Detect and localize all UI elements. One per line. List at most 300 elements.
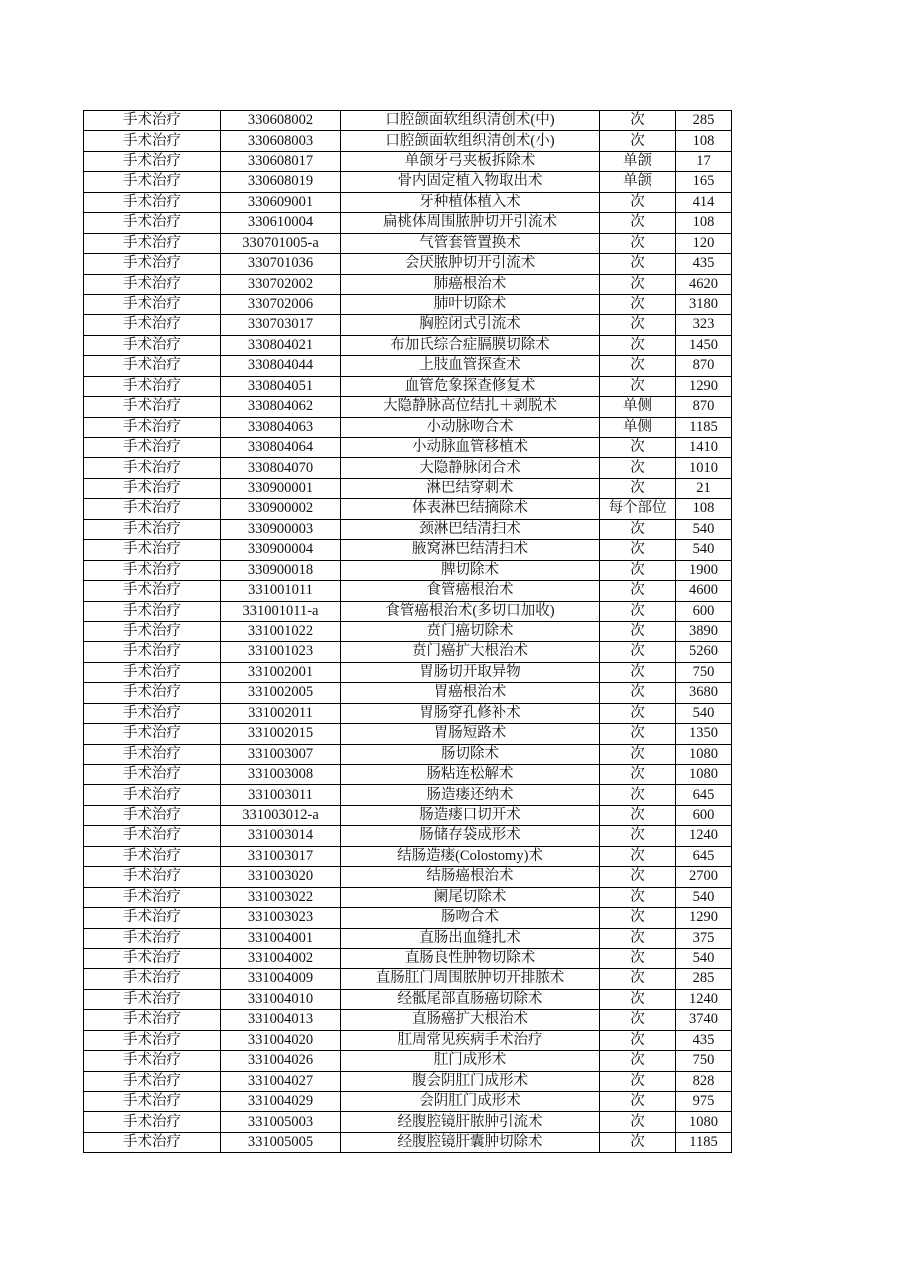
procedure-name-cell: 口腔颌面软组织清创术(小): [341, 131, 600, 151]
unit-cell: 次: [600, 683, 676, 703]
price-cell: 4620: [676, 274, 732, 294]
procedure-name-cell: 血管危象探查修复术: [341, 376, 600, 396]
procedure-name-cell: 骨内固定植入物取出术: [341, 172, 600, 192]
procedure-name-cell: 牙种植体植入术: [341, 192, 600, 212]
unit-cell: 次: [600, 581, 676, 601]
code-cell: 330804063: [221, 417, 341, 437]
category-cell: 手术治疗: [84, 887, 221, 907]
unit-cell: 次: [600, 254, 676, 274]
price-cell: 1290: [676, 376, 732, 396]
category-cell: 手术治疗: [84, 969, 221, 989]
procedure-name-cell: 肠造瘘还纳术: [341, 785, 600, 805]
table-row: [84, 213, 732, 233]
table-row: [84, 948, 732, 968]
code-cell: 331004013: [221, 1010, 341, 1030]
unit-cell: 次: [600, 989, 676, 1009]
price-cell: 1290: [676, 908, 732, 928]
unit-cell: 次: [600, 1030, 676, 1050]
price-cell: 3680: [676, 683, 732, 703]
category-cell: 手术治疗: [84, 662, 221, 682]
unit-cell: 次: [600, 274, 676, 294]
price-cell: 1240: [676, 989, 732, 1009]
code-cell: 330608017: [221, 151, 341, 171]
code-cell: 331004009: [221, 969, 341, 989]
code-cell: 331005003: [221, 1112, 341, 1132]
procedure-name-cell: 经腹腔镜肝脓肿引流术: [341, 1112, 600, 1132]
price-cell: 108: [676, 499, 732, 519]
procedure-name-cell: 肺叶切除术: [341, 294, 600, 314]
price-cell: 375: [676, 928, 732, 948]
code-cell: 330608019: [221, 172, 341, 192]
code-cell: 330609001: [221, 192, 341, 212]
price-cell: 540: [676, 887, 732, 907]
price-cell: 120: [676, 233, 732, 253]
procedure-name-cell: 小动脉血管移植术: [341, 438, 600, 458]
price-cell: 435: [676, 1030, 732, 1050]
table-row: [84, 417, 732, 437]
table-row: [84, 887, 732, 907]
category-cell: 手术治疗: [84, 948, 221, 968]
unit-cell: 次: [600, 765, 676, 785]
procedure-name-cell: 会厌脓肿切开引流术: [341, 254, 600, 274]
procedure-name-cell: 结肠癌根治术: [341, 867, 600, 887]
price-cell: 414: [676, 192, 732, 212]
unit-cell: 次: [600, 785, 676, 805]
table-row: [84, 438, 732, 458]
category-cell: 手术治疗: [84, 1112, 221, 1132]
price-cell: 975: [676, 1092, 732, 1112]
code-cell: 330608002: [221, 111, 341, 131]
unit-cell: 次: [600, 560, 676, 580]
code-cell: 331002005: [221, 683, 341, 703]
procedure-name-cell: 贲门癌扩大根治术: [341, 642, 600, 662]
table-row: [84, 1010, 732, 1030]
code-cell: 330804051: [221, 376, 341, 396]
table-row: [84, 826, 732, 846]
procedure-name-cell: 肠造瘘口切开术: [341, 805, 600, 825]
category-cell: 手术治疗: [84, 785, 221, 805]
category-cell: 手术治疗: [84, 192, 221, 212]
price-table: [83, 110, 732, 1153]
procedure-name-cell: 直肠良性肿物切除术: [341, 948, 600, 968]
table-row: [84, 703, 732, 723]
unit-cell: 次: [600, 846, 676, 866]
table-row: [84, 1030, 732, 1050]
table-row: [84, 1112, 732, 1132]
category-cell: 手术治疗: [84, 111, 221, 131]
table-row: [84, 989, 732, 1009]
table-row: [84, 846, 732, 866]
category-cell: 手术治疗: [84, 499, 221, 519]
code-cell: 330900003: [221, 519, 341, 539]
unit-cell: 次: [600, 376, 676, 396]
procedure-name-cell: 口腔颌面软组织清创术(中): [341, 111, 600, 131]
table-row: [84, 131, 732, 151]
price-cell: 21: [676, 478, 732, 498]
table-row: [84, 233, 732, 253]
price-cell: 2700: [676, 867, 732, 887]
table-row: [84, 744, 732, 764]
category-cell: 手术治疗: [84, 1092, 221, 1112]
code-cell: 330702006: [221, 294, 341, 314]
unit-cell: 次: [600, 908, 676, 928]
table-row: [84, 662, 732, 682]
code-cell: 331004001: [221, 928, 341, 948]
category-cell: 手术治疗: [84, 826, 221, 846]
unit-cell: 每个部位: [600, 499, 676, 519]
table-row: [84, 642, 732, 662]
procedure-name-cell: 胃肠切开取异物: [341, 662, 600, 682]
category-cell: 手术治疗: [84, 458, 221, 478]
procedure-name-cell: 胃肠穿孔修补术: [341, 703, 600, 723]
price-cell: 4600: [676, 581, 732, 601]
price-cell: 750: [676, 662, 732, 682]
price-cell: 5260: [676, 642, 732, 662]
table-row: [84, 315, 732, 335]
table-row: [84, 908, 732, 928]
code-cell: 331004002: [221, 948, 341, 968]
table-row: [84, 356, 732, 376]
code-cell: 330703017: [221, 315, 341, 335]
procedure-name-cell: 阑尾切除术: [341, 887, 600, 907]
category-cell: 手术治疗: [84, 356, 221, 376]
category-cell: 手术治疗: [84, 683, 221, 703]
procedure-name-cell: 腹会阴肛门成形术: [341, 1071, 600, 1091]
procedure-name-cell: 腋窝淋巴结清扫术: [341, 540, 600, 560]
category-cell: 手术治疗: [84, 724, 221, 744]
code-cell: 331001011-a: [221, 601, 341, 621]
price-cell: 1240: [676, 826, 732, 846]
code-cell: 331002011: [221, 703, 341, 723]
code-cell: 331001011: [221, 581, 341, 601]
category-cell: 手术治疗: [84, 151, 221, 171]
code-cell: 330804044: [221, 356, 341, 376]
code-cell: 331003022: [221, 887, 341, 907]
code-cell: 330702002: [221, 274, 341, 294]
code-cell: 330900018: [221, 560, 341, 580]
table-row: [84, 274, 732, 294]
price-cell: 3180: [676, 294, 732, 314]
table-body: [84, 111, 732, 1153]
code-cell: 331003020: [221, 867, 341, 887]
unit-cell: 次: [600, 356, 676, 376]
category-cell: 手术治疗: [84, 519, 221, 539]
category-cell: 手术治疗: [84, 294, 221, 314]
unit-cell: 次: [600, 438, 676, 458]
code-cell: 330804062: [221, 397, 341, 417]
code-cell: 331004029: [221, 1092, 341, 1112]
code-cell: 331003011: [221, 785, 341, 805]
table-row: [84, 581, 732, 601]
price-cell: 323: [676, 315, 732, 335]
unit-cell: 次: [600, 233, 676, 253]
unit-cell: 次: [600, 1071, 676, 1091]
procedure-name-cell: 颈淋巴结清扫术: [341, 519, 600, 539]
price-cell: 1080: [676, 744, 732, 764]
procedure-name-cell: 大隐静脉闭合术: [341, 458, 600, 478]
price-cell: 3890: [676, 621, 732, 641]
code-cell: 331004026: [221, 1051, 341, 1071]
procedure-name-cell: 直肠癌扩大根治术: [341, 1010, 600, 1030]
procedure-name-cell: 肠粘连松解术: [341, 765, 600, 785]
procedure-name-cell: 食管癌根治术(多切口加收): [341, 601, 600, 621]
code-cell: 330608003: [221, 131, 341, 151]
category-cell: 手术治疗: [84, 131, 221, 151]
category-cell: 手术治疗: [84, 1132, 221, 1152]
price-cell: 540: [676, 948, 732, 968]
table-row: [84, 192, 732, 212]
unit-cell: 次: [600, 744, 676, 764]
unit-cell: 单侧: [600, 397, 676, 417]
unit-cell: 次: [600, 928, 676, 948]
unit-cell: 次: [600, 601, 676, 621]
procedure-name-cell: 淋巴结穿刺术: [341, 478, 600, 498]
code-cell: 330900002: [221, 499, 341, 519]
unit-cell: 次: [600, 662, 676, 682]
category-cell: 手术治疗: [84, 560, 221, 580]
code-cell: 330804021: [221, 335, 341, 355]
unit-cell: 次: [600, 1010, 676, 1030]
price-cell: 1900: [676, 560, 732, 580]
table-row: [84, 458, 732, 478]
code-cell: 331005005: [221, 1132, 341, 1152]
price-cell: 600: [676, 805, 732, 825]
table-row: [84, 499, 732, 519]
category-cell: 手术治疗: [84, 601, 221, 621]
category-cell: 手术治疗: [84, 1030, 221, 1050]
price-cell: 1450: [676, 335, 732, 355]
table-row: [84, 172, 732, 192]
procedure-name-cell: 胃癌根治术: [341, 683, 600, 703]
unit-cell: 次: [600, 826, 676, 846]
price-cell: 645: [676, 846, 732, 866]
price-cell: 828: [676, 1071, 732, 1091]
price-cell: 165: [676, 172, 732, 192]
category-cell: 手术治疗: [84, 1010, 221, 1030]
code-cell: 331004020: [221, 1030, 341, 1050]
unit-cell: 次: [600, 621, 676, 641]
category-cell: 手术治疗: [84, 867, 221, 887]
unit-cell: 次: [600, 131, 676, 151]
table-row: [84, 805, 732, 825]
price-cell: 285: [676, 111, 732, 131]
price-cell: 108: [676, 213, 732, 233]
procedure-name-cell: 食管癌根治术: [341, 581, 600, 601]
table-row: [84, 335, 732, 355]
code-cell: 331003023: [221, 908, 341, 928]
price-cell: 870: [676, 397, 732, 417]
price-cell: 540: [676, 540, 732, 560]
price-cell: 645: [676, 785, 732, 805]
price-cell: 750: [676, 1051, 732, 1071]
category-cell: 手术治疗: [84, 376, 221, 396]
price-cell: 1185: [676, 1132, 732, 1152]
price-cell: 1350: [676, 724, 732, 744]
category-cell: 手术治疗: [84, 703, 221, 723]
unit-cell: 次: [600, 1051, 676, 1071]
code-cell: 331003012-a: [221, 805, 341, 825]
code-cell: 331004027: [221, 1071, 341, 1091]
unit-cell: 次: [600, 519, 676, 539]
category-cell: 手术治疗: [84, 315, 221, 335]
price-cell: 17: [676, 151, 732, 171]
category-cell: 手术治疗: [84, 274, 221, 294]
procedure-name-cell: 肛门成形术: [341, 1051, 600, 1071]
price-cell: 600: [676, 601, 732, 621]
unit-cell: 次: [600, 969, 676, 989]
category-cell: 手术治疗: [84, 581, 221, 601]
unit-cell: 单颌: [600, 151, 676, 171]
table-row: [84, 478, 732, 498]
price-cell: 540: [676, 519, 732, 539]
unit-cell: 次: [600, 540, 676, 560]
procedure-name-cell: 肺癌根治术: [341, 274, 600, 294]
table-row: [84, 1071, 732, 1091]
price-cell: 285: [676, 969, 732, 989]
price-cell: 1185: [676, 417, 732, 437]
table-row: [84, 1132, 732, 1152]
unit-cell: 次: [600, 805, 676, 825]
table-row: [84, 765, 732, 785]
price-cell: 1410: [676, 438, 732, 458]
table-row: [84, 254, 732, 274]
category-cell: 手术治疗: [84, 213, 221, 233]
category-cell: 手术治疗: [84, 621, 221, 641]
procedure-name-cell: 布加氏综合症膈膜切除术: [341, 335, 600, 355]
procedure-name-cell: 肠吻合术: [341, 908, 600, 928]
category-cell: 手术治疗: [84, 805, 221, 825]
procedure-name-cell: 会阴肛门成形术: [341, 1092, 600, 1112]
procedure-name-cell: 脾切除术: [341, 560, 600, 580]
category-cell: 手术治疗: [84, 254, 221, 274]
price-cell: 435: [676, 254, 732, 274]
unit-cell: 次: [600, 111, 676, 131]
table-row: [84, 1051, 732, 1071]
category-cell: 手术治疗: [84, 397, 221, 417]
procedure-name-cell: 肛周常见疾病手术治疗: [341, 1030, 600, 1050]
table-row: [84, 1092, 732, 1112]
category-cell: 手术治疗: [84, 172, 221, 192]
unit-cell: 次: [600, 458, 676, 478]
code-cell: 331002001: [221, 662, 341, 682]
code-cell: 331001023: [221, 642, 341, 662]
table-row: [84, 621, 732, 641]
unit-cell: 次: [600, 642, 676, 662]
unit-cell: 次: [600, 867, 676, 887]
procedure-name-cell: 直肠出血缝扎术: [341, 928, 600, 948]
code-cell: 331001022: [221, 621, 341, 641]
unit-cell: 次: [600, 887, 676, 907]
unit-cell: 次: [600, 1132, 676, 1152]
procedure-name-cell: 直肠肛门周围脓肿切开排脓术: [341, 969, 600, 989]
price-cell: 540: [676, 703, 732, 723]
price-cell: 1080: [676, 765, 732, 785]
code-cell: 330701036: [221, 254, 341, 274]
price-cell: 108: [676, 131, 732, 151]
unit-cell: 次: [600, 294, 676, 314]
table-row: [84, 519, 732, 539]
code-cell: 330900004: [221, 540, 341, 560]
unit-cell: 次: [600, 478, 676, 498]
category-cell: 手术治疗: [84, 846, 221, 866]
table-row: [84, 540, 732, 560]
procedure-name-cell: 上肢血管探查术: [341, 356, 600, 376]
procedure-name-cell: 胸腔闭式引流术: [341, 315, 600, 335]
category-cell: 手术治疗: [84, 928, 221, 948]
code-cell: 331003017: [221, 846, 341, 866]
procedure-name-cell: 肠切除术: [341, 744, 600, 764]
category-cell: 手术治疗: [84, 908, 221, 928]
code-cell: 330900001: [221, 478, 341, 498]
table-row: [84, 785, 732, 805]
unit-cell: 次: [600, 213, 676, 233]
code-cell: 330804070: [221, 458, 341, 478]
code-cell: 331002015: [221, 724, 341, 744]
procedure-name-cell: 体表淋巴结摘除术: [341, 499, 600, 519]
procedure-name-cell: 肠储存袋成形术: [341, 826, 600, 846]
procedure-name-cell: 胃肠短路术: [341, 724, 600, 744]
code-cell: 331004010: [221, 989, 341, 1009]
table-row: [84, 928, 732, 948]
category-cell: 手术治疗: [84, 1051, 221, 1071]
category-cell: 手术治疗: [84, 438, 221, 458]
category-cell: 手术治疗: [84, 417, 221, 437]
procedure-name-cell: 结肠造瘘(Colostomy)术: [341, 846, 600, 866]
category-cell: 手术治疗: [84, 744, 221, 764]
table-row: [84, 397, 732, 417]
unit-cell: 次: [600, 1092, 676, 1112]
price-cell: 1010: [676, 458, 732, 478]
table-row: [84, 724, 732, 744]
code-cell: 331003008: [221, 765, 341, 785]
unit-cell: 次: [600, 335, 676, 355]
table-row: [84, 111, 732, 131]
price-cell: 3740: [676, 1010, 732, 1030]
table-row: [84, 969, 732, 989]
table-row: [84, 683, 732, 703]
category-cell: 手术治疗: [84, 335, 221, 355]
table-row: [84, 601, 732, 621]
procedure-name-cell: 单颌牙弓夹板拆除术: [341, 151, 600, 171]
price-table-container: [83, 110, 731, 1153]
table-row: [84, 560, 732, 580]
procedure-name-cell: 扁桃体周围脓肿切开引流术: [341, 213, 600, 233]
category-cell: 手术治疗: [84, 233, 221, 253]
unit-cell: 单侧: [600, 417, 676, 437]
category-cell: 手术治疗: [84, 989, 221, 1009]
code-cell: 330804064: [221, 438, 341, 458]
category-cell: 手术治疗: [84, 642, 221, 662]
unit-cell: 次: [600, 703, 676, 723]
table-row: [84, 151, 732, 171]
code-cell: 331003007: [221, 744, 341, 764]
category-cell: 手术治疗: [84, 1071, 221, 1091]
table-row: [84, 376, 732, 396]
code-cell: 330610004: [221, 213, 341, 233]
price-cell: 1080: [676, 1112, 732, 1132]
procedure-name-cell: 贲门癌切除术: [341, 621, 600, 641]
procedure-name-cell: 小动脉吻合术: [341, 417, 600, 437]
category-cell: 手术治疗: [84, 540, 221, 560]
category-cell: 手术治疗: [84, 478, 221, 498]
unit-cell: 次: [600, 315, 676, 335]
code-cell: 331003014: [221, 826, 341, 846]
unit-cell: 次: [600, 724, 676, 744]
procedure-name-cell: 大隐静脉高位结扎＋剥脱术: [341, 397, 600, 417]
procedure-name-cell: 经骶尾部直肠癌切除术: [341, 989, 600, 1009]
price-cell: 870: [676, 356, 732, 376]
unit-cell: 单颌: [600, 172, 676, 192]
